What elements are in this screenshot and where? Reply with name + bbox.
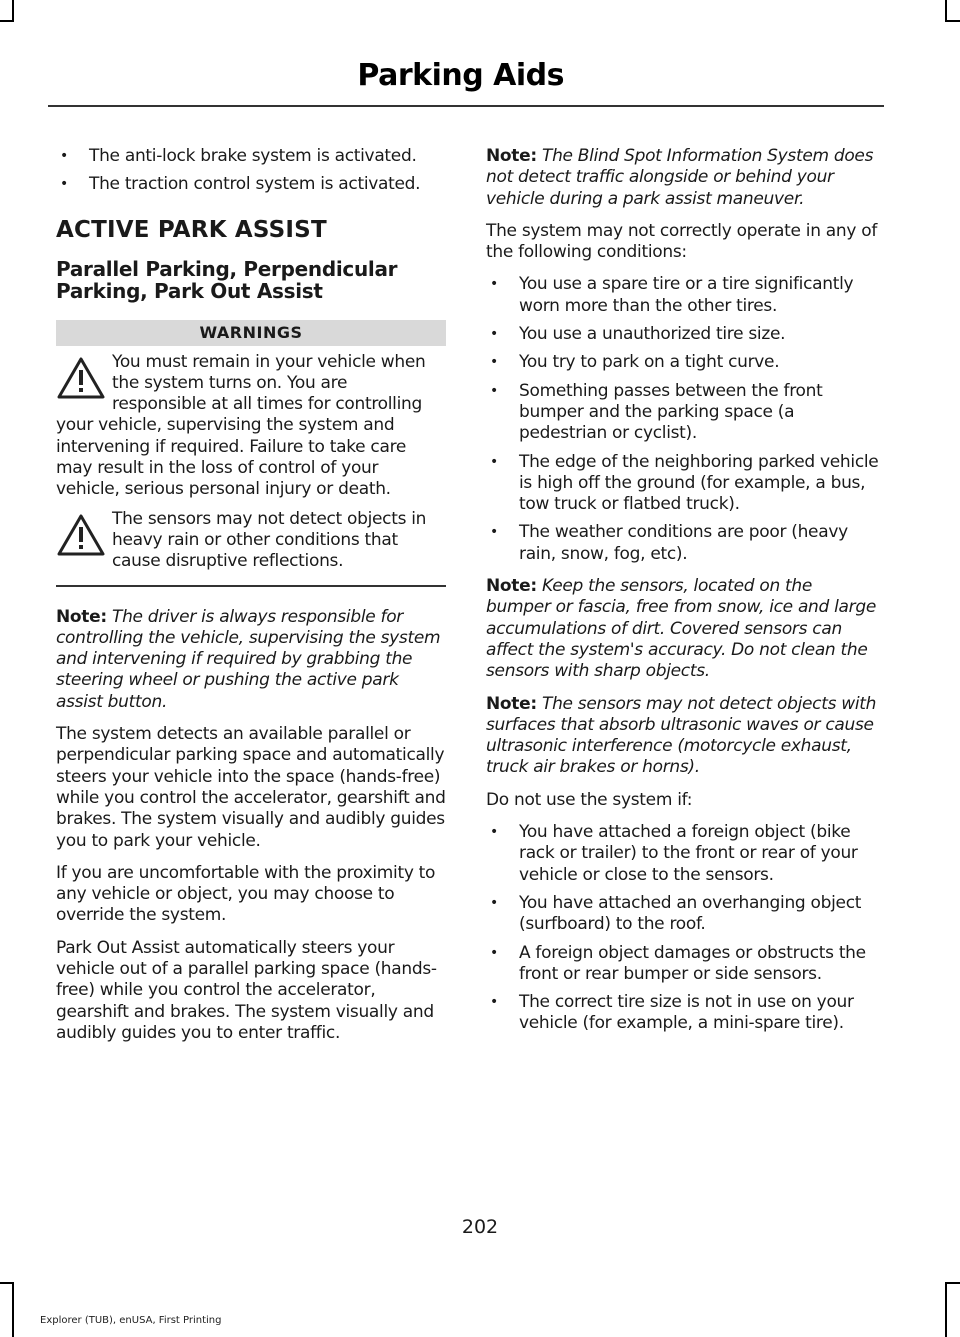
- note: [56, 607, 446, 713]
- note: [486, 576, 880, 682]
- conditions-list: [486, 274, 880, 565]
- crop-mark: [945, 20, 960, 22]
- paragraph: The system detects an available parallel or perpendicular parking space and automatically steers your vehicle into the space (hands-free) while you control the accelerator, gearshift and brakes. The system visually and audibly guides you to park your vehicle.: [56, 724, 446, 851]
- warning-item: [56, 352, 446, 501]
- left-column: [56, 146, 446, 1055]
- list-item: • You try to park on a tight curve.: [486, 352, 880, 373]
- crop-mark: [945, 0, 947, 22]
- crop-mark: [945, 1282, 960, 1284]
- do-not-use-list: [486, 822, 880, 1035]
- brake-conditions-list: [56, 146, 446, 196]
- paragraph: Do not use the system if:: [486, 789, 693, 810]
- paragraph: If you are uncomfortable with the proximity to any vehicle or object, you may choose to override the system.: [56, 862, 436, 926]
- list-item: • The anti-lock brake system is activated.: [56, 146, 446, 167]
- warning-triangle-icon: [56, 513, 106, 557]
- note-label: Note:: [56, 606, 107, 627]
- header-divider: [48, 105, 884, 107]
- list-item: • Something passes between the front bumper and the parking space (a pedestrian or cyclist).: [486, 381, 880, 445]
- note-text: The sensors may not detect objects with surfaces that absorb ultrasonic waves or cause ultrasonic interference (motorcycle exhaust, truck air brakes or horns).: [486, 693, 877, 778]
- note: [486, 146, 880, 210]
- note-label: Note:: [486, 693, 537, 714]
- list-item: • You have attached an overhanging object (surfboard) to the roof.: [486, 893, 880, 936]
- list-item: • The traction control system is activated.: [56, 174, 446, 195]
- list-item: • You use a unauthorized tire size.: [486, 324, 880, 345]
- crop-mark: [12, 1282, 14, 1337]
- note-label: Note:: [486, 146, 537, 166]
- note-text: Keep the sensors, located on the bumper or fascia, free from snow, ice and large accumulations of dirt. Covered sensors can affect the system's accuracy. Do not clean the sensors with sharp objects.: [486, 576, 877, 682]
- crop-mark: [12, 0, 14, 22]
- page-number: 202: [461, 1216, 499, 1238]
- paragraph: The system may not correctly operate in any of the following conditions:: [486, 220, 878, 263]
- warning-item: [56, 509, 446, 573]
- warnings-divider: [56, 585, 446, 587]
- list-item: • The edge of the neighboring parked vehicle is high off the ground (for example, a bus, tow truck or flatbed truck).: [486, 452, 880, 516]
- crop-mark: [0, 20, 14, 22]
- subsection-title: Parallel Parking, Perpendicular Parking, Park Out Assist: [56, 256, 398, 303]
- note: [486, 694, 880, 779]
- section-title: ACTIVE PARK ASSIST: [56, 216, 327, 243]
- warnings-header: WARNINGS: [56, 320, 446, 346]
- note-text: The driver is always responsible for controlling the vehicle, supervising the system and intervening if required by grabbing the steering wheel or pushing the active park assist button.: [56, 606, 441, 712]
- edition-footer: Explorer (TUB), enUSA, First Printing: [40, 1315, 222, 1326]
- list-item: • You have attached a foreign object (bike rack or trailer) to the front or rear of your vehicle or close to the sensors.: [486, 822, 880, 886]
- paragraph: Park Out Assist automatically steers your vehicle out of a parallel parking space (hands-free) while you control the accelerator, gearshift and brakes. The system visually and audibly guides you to enter traffic.: [56, 937, 437, 1043]
- crop-mark: [945, 1282, 947, 1337]
- page-title: Parking Aids: [357, 58, 564, 93]
- list-item: • The weather conditions are poor (heavy rain, snow, fog, etc).: [486, 522, 880, 565]
- list-item: • The correct tire size is not in use on your vehicle (for example, a mini-spare tire).: [486, 992, 880, 1035]
- list-item: • A foreign object damages or obstructs the front or rear bumper or side sensors.: [486, 943, 880, 986]
- warning-text: You must remain in your vehicle when the system turns on. You are responsible at all times for controlling your vehicle, supervising the system and intervening if required. Failure to take care may result in the loss of control of your vehicle, serious personal injury or death.: [56, 351, 426, 500]
- crop-mark: [0, 1282, 14, 1284]
- note-label: Note:: [486, 576, 537, 597]
- right-column: [486, 146, 880, 1046]
- list-item: • You use a spare tire or a tire significantly worn more than the other tires.: [486, 274, 880, 317]
- warning-triangle-icon: [56, 356, 106, 400]
- note-text: The Blind Spot Information System does not detect traffic alongside or behind your vehicle during a park assist maneuver.: [486, 146, 874, 209]
- warning-text: The sensors may not detect objects in heavy rain or other conditions that cause disruptive reflections.: [112, 508, 427, 572]
